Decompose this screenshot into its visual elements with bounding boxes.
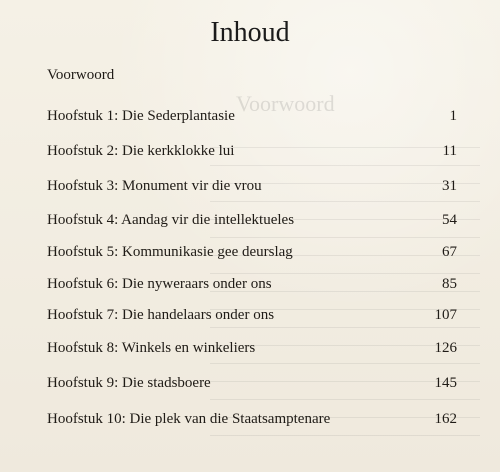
page-number: 67 bbox=[442, 244, 457, 260]
toc-entry bbox=[47, 209, 457, 231]
page-number: 126 bbox=[434, 340, 457, 356]
page-number: 107 bbox=[434, 307, 457, 323]
ghost-heading: Voorwoord bbox=[236, 91, 335, 116]
page-number: 1 bbox=[449, 108, 457, 124]
page-number: 11 bbox=[442, 143, 457, 159]
chapter-title: Hoofstuk 6: Die nyweraars onder ons bbox=[47, 276, 272, 292]
chapter-title: Hoofstuk 10: Die plek van die Staatsamptenare bbox=[47, 411, 331, 427]
chapter-title: Hoofstuk 1: Die Sederplantasie bbox=[47, 108, 235, 124]
toc-entry bbox=[47, 241, 457, 263]
chapter-title: Hoofstuk 4: Aandag vir die intellektueles bbox=[47, 212, 295, 228]
page-number: 162 bbox=[434, 411, 457, 427]
chapter-title: Hoofstuk 9: Die stadsboere bbox=[47, 375, 211, 391]
toc-entry bbox=[47, 304, 457, 326]
chapter-title: Hoofstuk 3: Monument vir die vrou bbox=[47, 178, 262, 194]
chapter-title: Hoofstuk 7: Die handelaars onder ons bbox=[47, 307, 275, 323]
toc-entry bbox=[47, 337, 457, 359]
toc-entry bbox=[47, 372, 457, 394]
page-title: Inhoud bbox=[210, 17, 290, 48]
toc-entry bbox=[47, 105, 457, 127]
page-number: 54 bbox=[442, 212, 457, 228]
chapter-title: Hoofstuk 8: Winkels en winkeliers bbox=[47, 340, 256, 356]
chapter-title: Hoofstuk 2: Die kerkklokke lui bbox=[47, 143, 235, 159]
toc-entry bbox=[47, 273, 457, 295]
toc-entry bbox=[47, 408, 457, 430]
toc-entry bbox=[47, 175, 457, 197]
chapter-title: Hoofstuk 5: Kommunikasie gee deurslag bbox=[47, 244, 293, 260]
page-number: 31 bbox=[442, 178, 457, 194]
foreword-label: Voorwoord bbox=[47, 67, 115, 83]
page-number: 145 bbox=[434, 375, 457, 391]
page-number: 85 bbox=[442, 276, 457, 292]
toc-entry bbox=[47, 140, 457, 162]
